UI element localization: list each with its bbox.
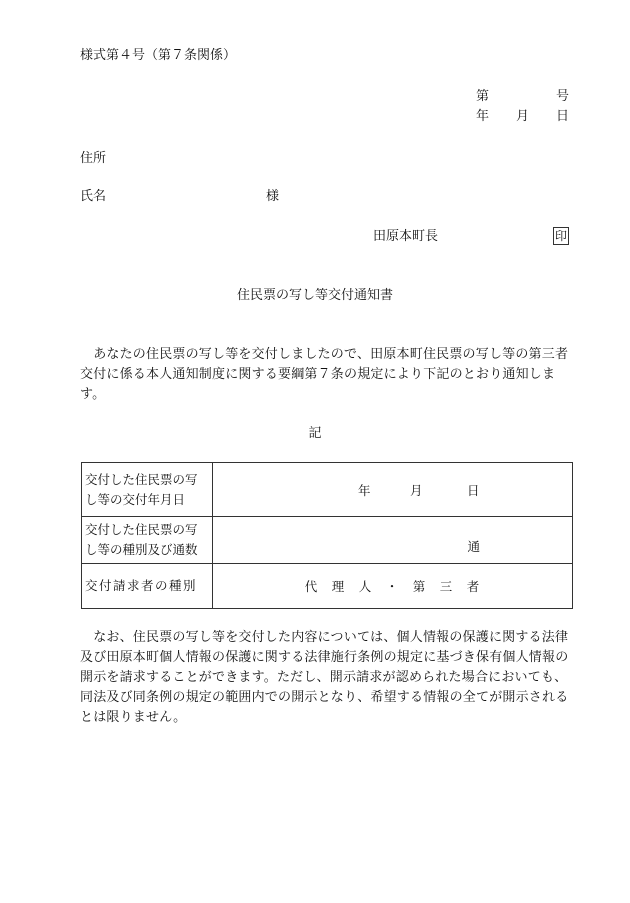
- form-number: 様式第４号（第７条関係）: [80, 48, 237, 63]
- intro-paragraph: あなたの住民票の写し等を交付しましたので、田原本町住民票の写し等の第三者交付に係る本人通知制度に関する要綱第７条の規定により下記のとおり通知します。: [80, 347, 569, 402]
- notice-table: [81, 462, 573, 609]
- table-row: [82, 564, 573, 609]
- requester-type-value: 代 理 人 ・ 第 三 者: [213, 564, 573, 609]
- type-count-label: 交付した住民票の写し等の種別及び通数: [82, 517, 213, 564]
- document-title: 住民票の写し等交付通知書: [236, 288, 393, 303]
- requester-type-label: 交付請求者の種別: [82, 564, 213, 609]
- table-row: [82, 517, 573, 564]
- issue-date-label: 交付した住民票の写し等の交付年月日: [82, 463, 213, 517]
- ki-heading: 記: [308, 426, 322, 441]
- date-year: 年: [476, 109, 490, 124]
- address-label: 住所: [80, 151, 107, 166]
- number-suffix: 号: [556, 89, 570, 104]
- issuer: 田原本町長: [373, 229, 439, 244]
- issue-day: 日: [467, 482, 480, 498]
- number-prefix: 第: [476, 89, 490, 104]
- issue-date-cell: [213, 463, 573, 517]
- note-paragraph: なお、住民票の写し等を交付した内容については、個人情報の保護に関する法律及び田原本町個人情報の保護に関する法律施行条例の規定に基づき保有個人情報の開示を請求することができます。ただし、開示請求が認められた場合においても、同法及び同条例の規定の範囲内での開示となり、希望する情報の全てが開示されるとは限りません。: [80, 630, 569, 725]
- seal-stamp: 印: [554, 229, 567, 243]
- issue-year: 年: [358, 482, 371, 498]
- table-row: [82, 463, 573, 517]
- date-month: 月: [516, 109, 530, 124]
- date-day: 日: [556, 109, 570, 124]
- type-count-value: 通: [213, 517, 573, 564]
- name-label: 氏名: [80, 189, 107, 204]
- honorific: 様: [266, 189, 280, 204]
- issue-month: 月: [410, 482, 423, 498]
